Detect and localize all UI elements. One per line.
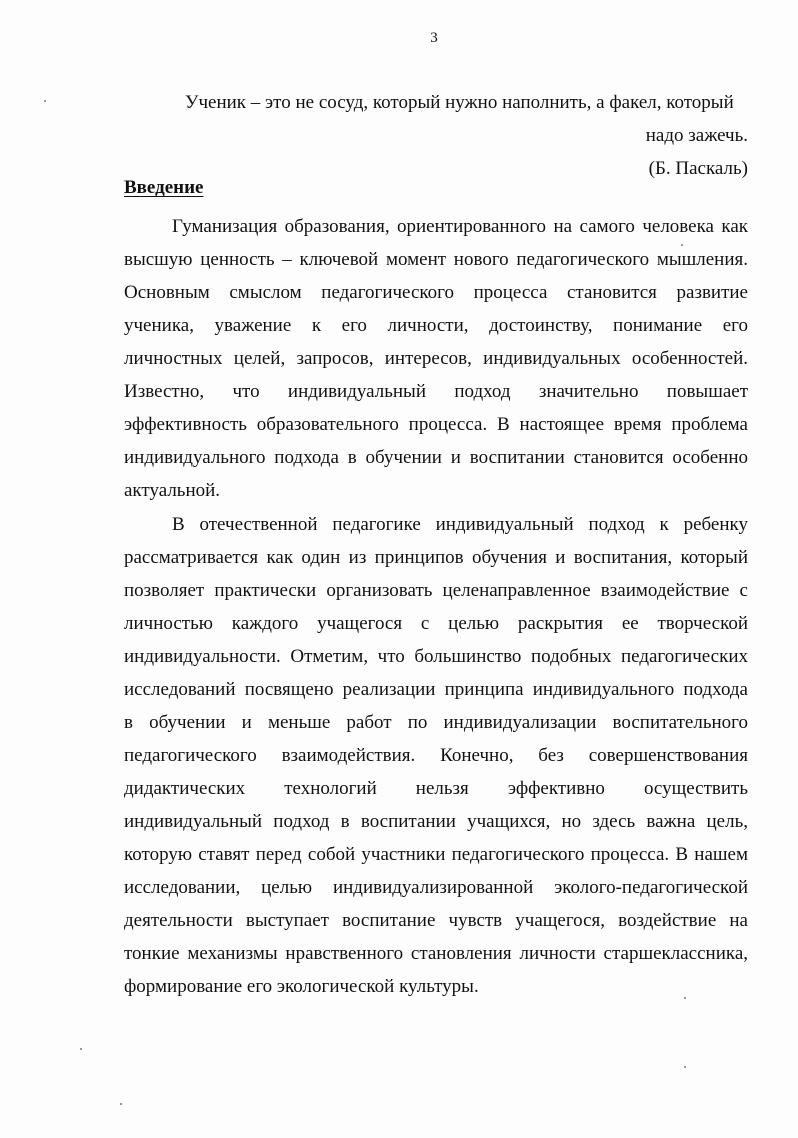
- text-line: формирование его экологической культуры.: [124, 976, 479, 997]
- text-line: В отечественной педагогике индивидуальный подход к ребенку: [172, 514, 748, 535]
- paragraph-2: [124, 508, 748, 1003]
- text-line: актуальной.: [124, 480, 221, 501]
- page-number: 3: [430, 30, 438, 46]
- text-line: дидактических технологий нельзя эффективно осуществить: [124, 778, 748, 799]
- text-line: высшую ценность – ключевой момент нового педагогического мышления.: [124, 249, 748, 270]
- text-line: ученика, уважение к его личности, достоинству, понимание его: [124, 315, 748, 336]
- text-line: эффективность образовательного процесса. В настоящее время проблема: [124, 414, 748, 435]
- text-line: Основным смыслом педагогического процесса становится развитие: [124, 282, 748, 303]
- scan-speck: [684, 1066, 686, 1068]
- text-line: индивидуальный подход в воспитании учащихся, но здесь важна цель,: [124, 811, 748, 832]
- text-line: педагогического взаимодействия. Конечно, без совершенствования: [124, 745, 748, 766]
- epigraph-line: надо зажечь.: [645, 125, 748, 146]
- section-heading: Введение: [124, 177, 204, 198]
- text-line: личностью каждого учащегося с целью раскрытия ее творческой: [124, 613, 748, 634]
- epigraph: [140, 86, 748, 185]
- scan-speck: [120, 1103, 122, 1105]
- text-line: исследований посвящено реализации принципа индивидуального подхода: [124, 679, 748, 700]
- text-line: Гуманизация образования, ориентированного на самого человека как: [172, 216, 748, 237]
- text-line: индивидуальности. Отметим, что большинство подобных педагогических: [124, 646, 748, 667]
- text-line: деятельности выступает воспитание чувств учащегося, воздействие на: [124, 910, 748, 931]
- paragraph-1: [124, 210, 748, 507]
- text-line: позволяет практически организовать целенаправленное взаимодействие с: [124, 580, 748, 601]
- text-line: индивидуального подхода в обучении и воспитании становится особенно: [124, 447, 748, 468]
- text-line: в обучении и меньше работ по индивидуализации воспитательного: [124, 712, 748, 733]
- scan-speck: [684, 997, 686, 999]
- text-line: Известно, что индивидуальный подход значительно повышает: [124, 381, 748, 402]
- text-line: рассматривается как один из принципов обучения и воспитания, который: [124, 547, 748, 568]
- text-line: которую ставят перед собой участники педагогического процесса. В нашем: [124, 844, 748, 865]
- scan-speck: [44, 100, 46, 102]
- scan-speck: [681, 244, 683, 246]
- epigraph-line: Ученик – это не сосуд, который нужно наполнить, а факел, который: [185, 92, 734, 113]
- text-line: исследовании, целью индивидуализированной эколого-педагогической: [124, 877, 748, 898]
- epigraph-attribution: (Б. Паскаль): [648, 158, 748, 179]
- text-line: личностных целей, запросов, интересов, индивидуальных особенностей.: [124, 348, 748, 369]
- scan-speck: [80, 1048, 82, 1050]
- text-line: тонкие механизмы нравственного становления личности старшеклассника,: [124, 943, 748, 964]
